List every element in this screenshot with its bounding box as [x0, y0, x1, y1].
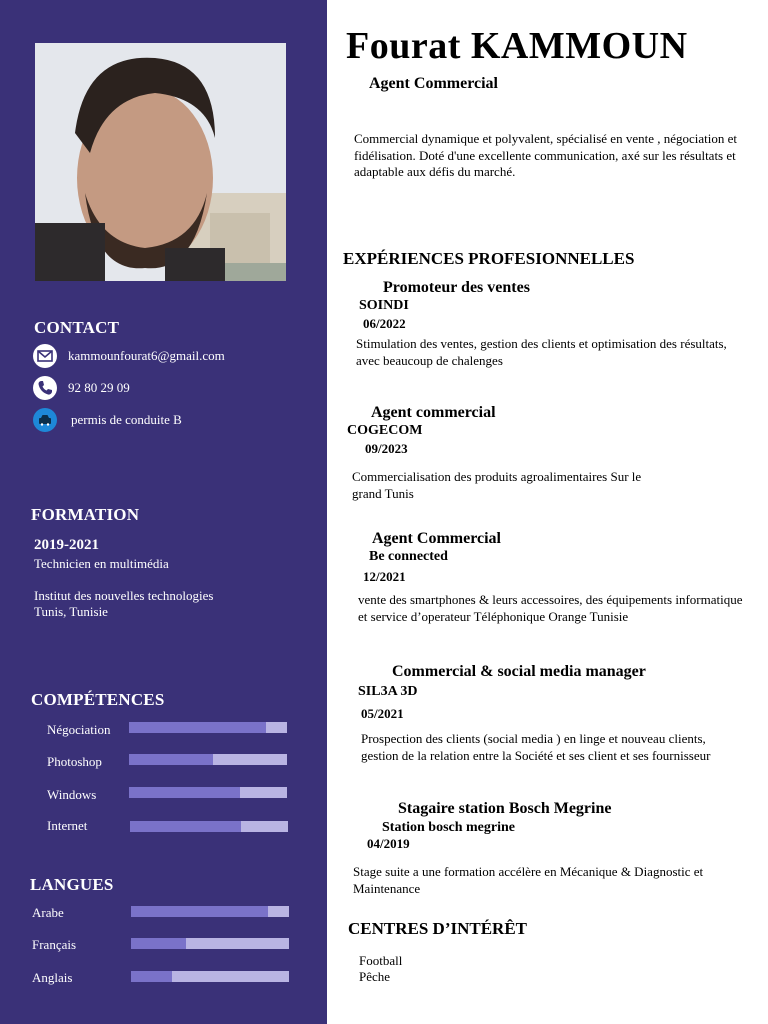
- profile-photo-image: [35, 43, 286, 281]
- skill-bar-fill: [130, 821, 241, 832]
- experience-company: Station bosch megrine: [382, 820, 515, 835]
- formation-heading: FORMATION: [31, 505, 140, 524]
- language-label: Arabe: [32, 905, 64, 920]
- skill-label: Négociation: [47, 722, 111, 737]
- experience-heading: EXPÉRIENCES PROFESIONNELLES: [343, 249, 635, 268]
- language-bar: [131, 906, 289, 917]
- contact-license: [33, 408, 233, 432]
- formation-degree: Technicien en multimédia: [34, 556, 169, 571]
- phone-text[interactable]: 92 80 29 09: [68, 380, 130, 395]
- experience-title: Commercial & social media manager: [392, 663, 646, 680]
- experience-date: 12/2021: [363, 569, 406, 584]
- languages-heading: LANGUES: [30, 875, 114, 894]
- experience-description: Prospection des clients (social media ) en linge et nouveau clients, gestion de la relation entre la Société et ses client et ses fournisseur: [361, 731, 711, 763]
- skills-heading: COMPÉTENCES: [31, 690, 165, 709]
- experience-title: Agent Commercial: [372, 530, 501, 547]
- experience-description: Stimulation des ventes, gestion des clients et optimisation des résultats, avec beaucoup de chalenges: [356, 336, 727, 368]
- profile-photo: [35, 43, 286, 281]
- experience-description: Stage suite a une formation accélère en Mécanique & Diagnostic et Maintenance: [353, 864, 704, 896]
- person-name: Fourat KAMMOUN: [346, 25, 688, 67]
- experience-date: 09/2023: [365, 441, 408, 456]
- skill-bar-fill: [129, 754, 213, 765]
- language-bar-fill: [131, 906, 268, 917]
- profile-summary: Commercial dynamique et polyvalent, spécialisé en vente , négociation et fidélisation. Doté d'une excellente communication, axé sur les résultats et adaptable aux défis du marché.: [354, 131, 738, 179]
- job-title: Agent Commercial: [369, 75, 498, 92]
- contact-email: [33, 344, 293, 368]
- experience-date: 04/2019: [367, 836, 410, 851]
- language-bar-fill: [131, 971, 172, 982]
- skill-bar-fill: [129, 722, 266, 733]
- skill-label: Windows: [47, 787, 97, 802]
- experience-company: SIL3A 3D: [358, 684, 418, 699]
- experience-description: vente des smartphones & leurs accessoires, des équipements informatique et service d’operateur Téléphonique Orange Tunisie: [358, 592, 743, 624]
- skill-bar: [129, 754, 287, 765]
- phone-icon: [33, 376, 57, 400]
- experience-company: Be connected: [369, 549, 448, 564]
- mail-icon: [33, 344, 57, 368]
- experience-title: Promoteur des ventes: [383, 279, 530, 296]
- experience-title: Stagaire station Bosch Megrine: [398, 800, 612, 817]
- contact-phone: [33, 376, 233, 400]
- skill-bar: [129, 787, 287, 798]
- interests-heading: CENTRES D’INTÉRÊT: [348, 919, 528, 938]
- license-text: permis de conduite B: [71, 412, 182, 427]
- email-text[interactable]: kammounfourat6@gmail.com: [68, 348, 225, 363]
- language-label: Français: [32, 937, 77, 952]
- car-icon: [33, 408, 57, 432]
- contact-heading: CONTACT: [34, 318, 120, 337]
- interest-item: Football: [359, 953, 403, 968]
- experience-title: Agent commercial: [371, 404, 496, 421]
- skill-bar: [129, 722, 287, 733]
- skill-bar: [130, 821, 288, 832]
- sidebar: [0, 0, 327, 1024]
- language-bar: [131, 938, 289, 949]
- skill-label: Photoshop: [47, 754, 102, 769]
- language-bar: [131, 971, 289, 982]
- formation-school: Institut des nouvelles technologies: [34, 588, 214, 603]
- language-label: Anglais: [32, 970, 73, 985]
- skill-bar-fill: [129, 787, 240, 798]
- experience-date: 05/2021: [361, 706, 404, 721]
- interest-item: Pêche: [359, 969, 391, 984]
- formation-location: Tunis, Tunisie: [34, 604, 108, 619]
- experience-company: SOINDI: [359, 298, 409, 313]
- experience-date: 06/2022: [363, 316, 406, 331]
- experience-description: Commercialisation des produits agroalimentaires Sur le grand Tunis: [352, 469, 642, 501]
- skill-label: Internet: [47, 818, 88, 833]
- experience-company: COGECOM: [347, 423, 423, 438]
- language-bar-fill: [131, 938, 186, 949]
- formation-years: 2019-2021: [34, 537, 99, 553]
